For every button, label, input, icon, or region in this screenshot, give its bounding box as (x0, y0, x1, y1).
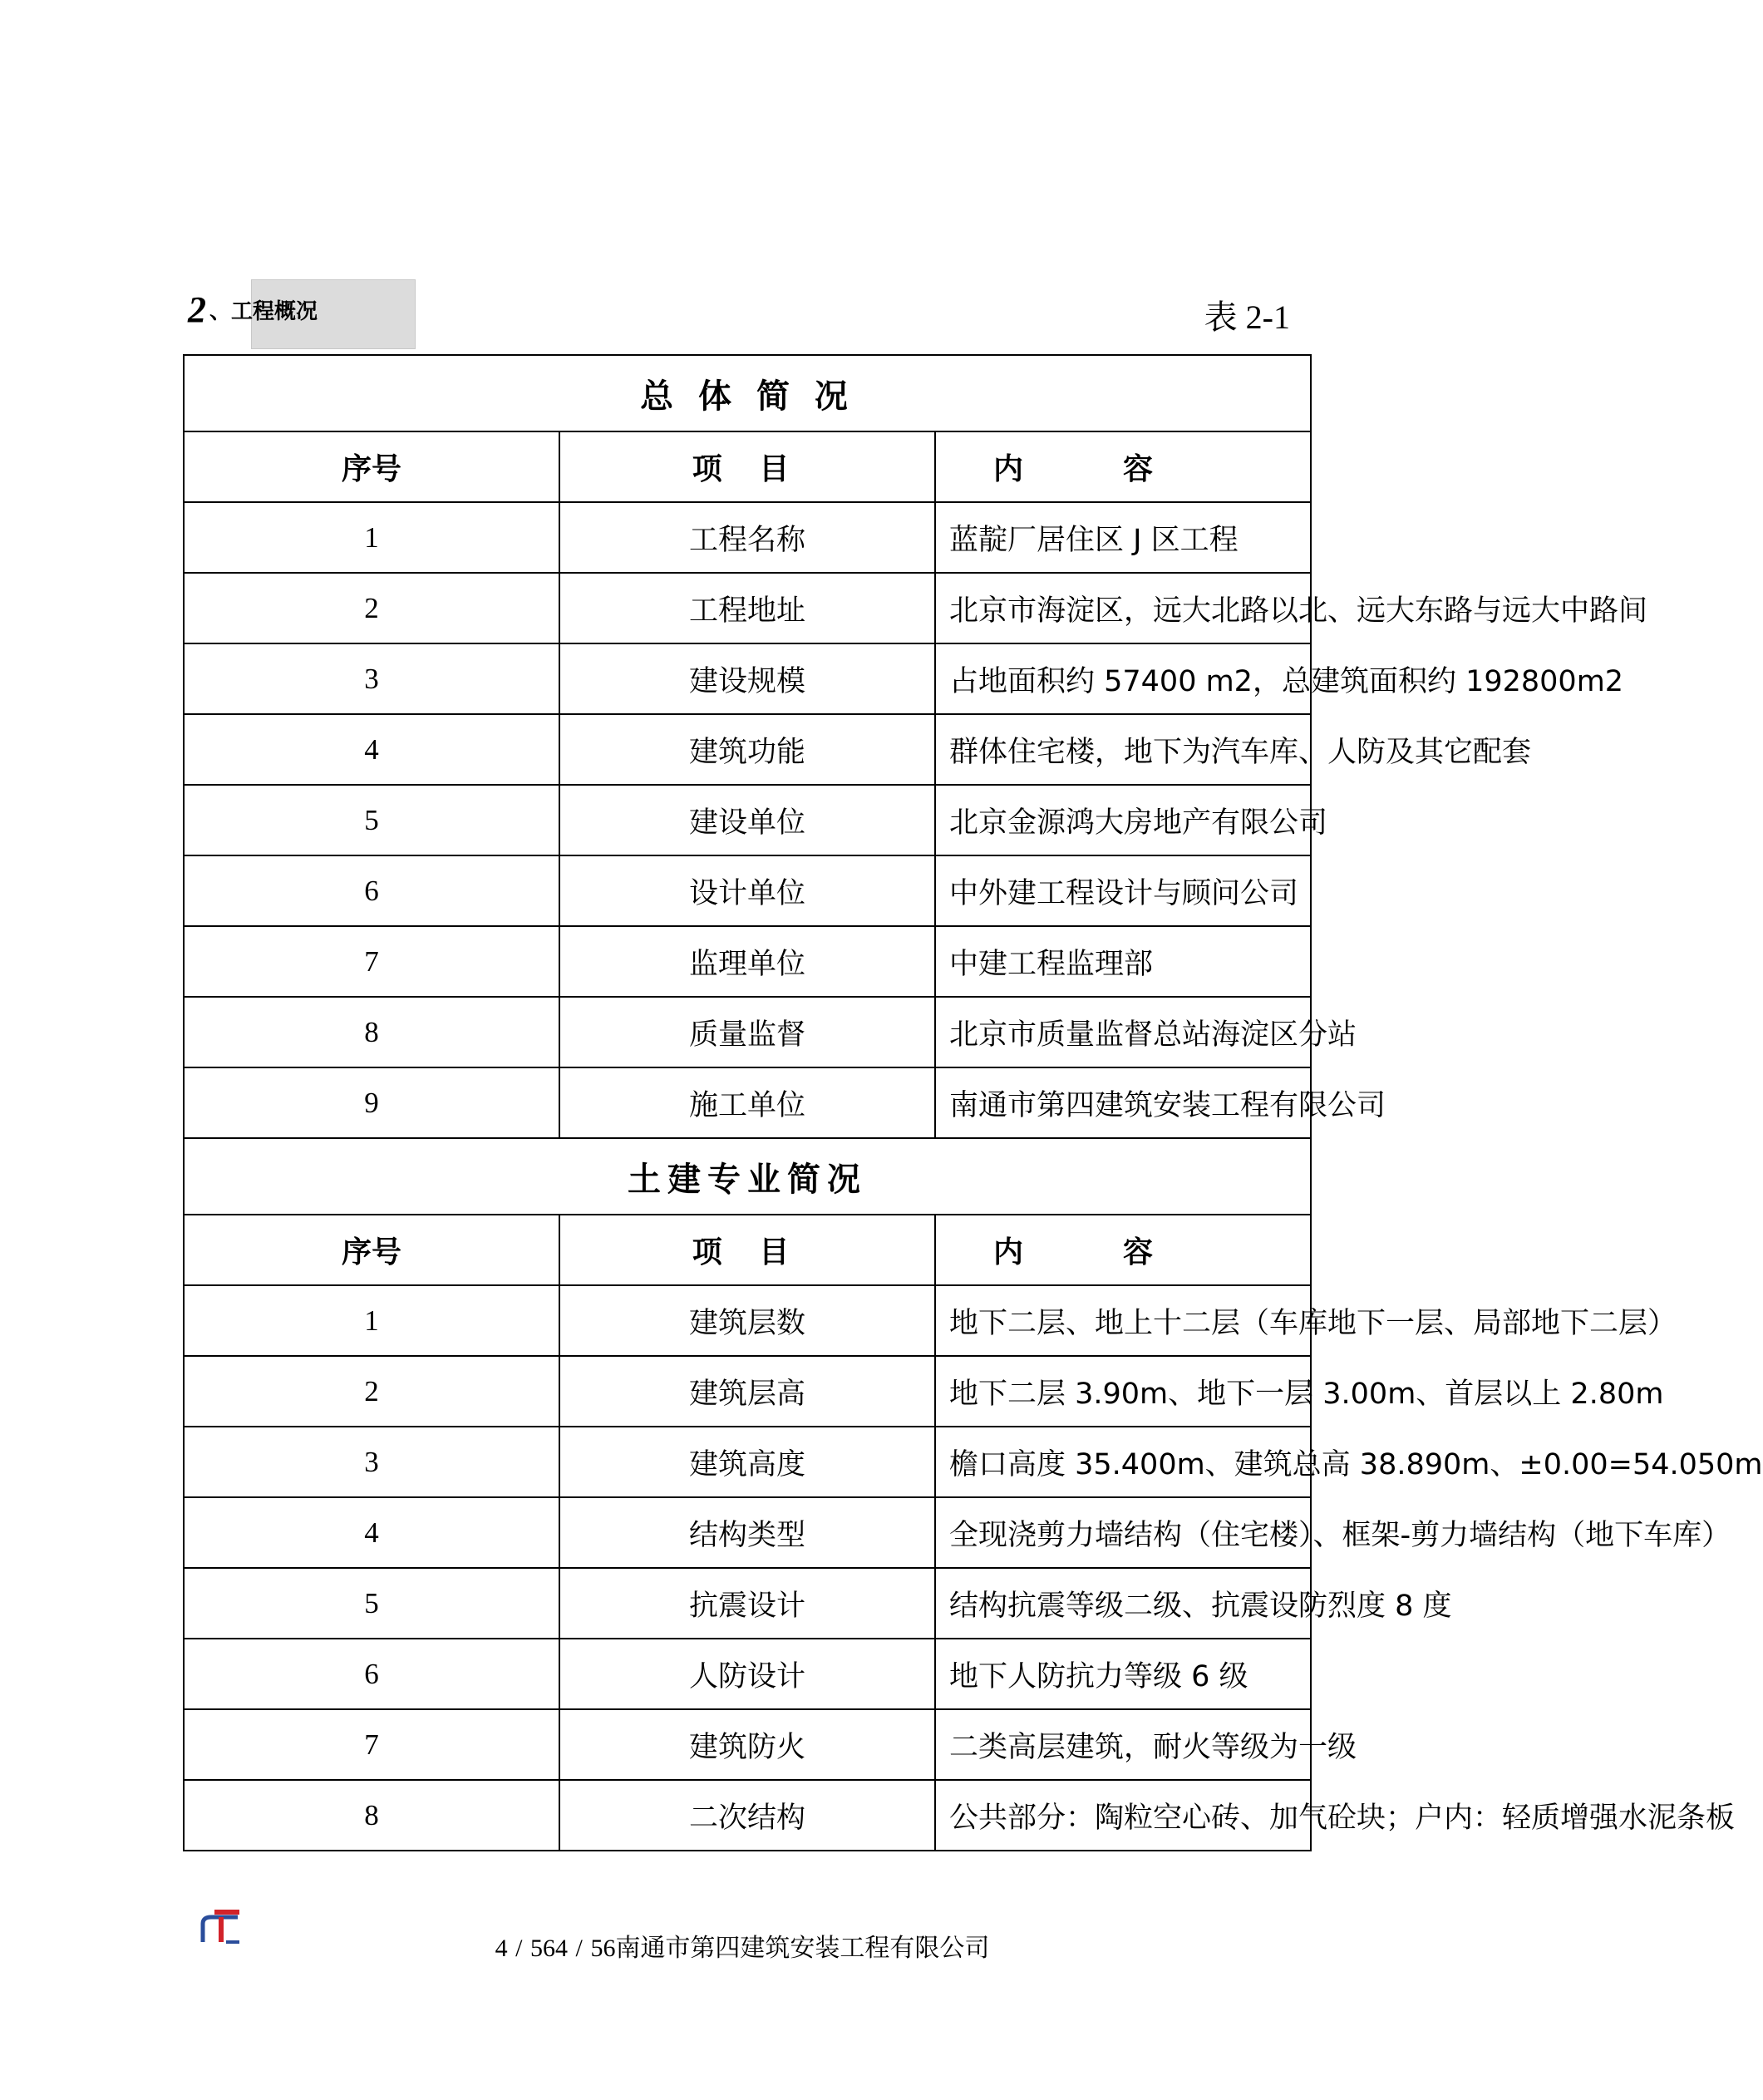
header-content: 内容 (935, 1215, 1311, 1285)
heading-number: 2 (188, 288, 206, 330)
table-row (184, 714, 1311, 785)
row-number: 5 (184, 1568, 559, 1639)
row-number: 8 (184, 997, 559, 1067)
row-number: 2 (184, 573, 559, 643)
section-title: 总 体 简 况 (184, 355, 1311, 431)
table-row (184, 1497, 1311, 1568)
table-row (184, 643, 1311, 714)
table-row (184, 1780, 1311, 1851)
row-item: 质量监督 (559, 997, 935, 1067)
footer-company: 南通市第四建筑安装工程有限公司 (615, 1934, 990, 1963)
table-row (184, 1709, 1311, 1780)
row-number: 5 (184, 785, 559, 855)
table-row (184, 926, 1311, 997)
footer-tail-number: 56 (590, 1935, 616, 1962)
footer-page-number: 4 (495, 1935, 508, 1962)
row-content: 南通市第四建筑安装工程有限公司 (935, 1067, 1311, 1138)
footer-total-pages: 564 (530, 1935, 568, 1962)
table-row (184, 1067, 1311, 1138)
row-content: 檐口高度 35.400m、建筑总高 38.890m、±0.00=54.050m (935, 1427, 1311, 1497)
row-item: 施工单位 (559, 1067, 935, 1138)
header-no: 序号 (184, 431, 559, 502)
row-item: 结构类型 (559, 1497, 935, 1568)
row-item: 建筑防火 (559, 1709, 935, 1780)
section-heading (188, 284, 318, 334)
row-content: 二类高层建筑，耐火等级为一级 (935, 1709, 1311, 1780)
row-number: 4 (184, 1497, 559, 1568)
row-content: 占地面积约 57400 m2，总建筑面积约 192800m2 (935, 643, 1311, 714)
table-row (184, 502, 1311, 573)
table-row (184, 1285, 1311, 1356)
row-item: 建筑高度 (559, 1427, 935, 1497)
page-footer (0, 1927, 1485, 1964)
row-item: 抗震设计 (559, 1568, 935, 1639)
row-content: 中建工程监理部 (935, 926, 1311, 997)
table-row (184, 785, 1311, 855)
row-content: 全现浇剪力墙结构（住宅楼）、框架-剪力墙结构（地下车库） (935, 1497, 1311, 1568)
header-row (184, 1215, 1311, 1285)
section-title: 土建专业简况 (184, 1138, 1311, 1215)
row-number: 8 (184, 1780, 559, 1851)
row-content: 地下二层 3.90m、地下一层 3.00m、首层以上 2.80m (935, 1356, 1311, 1427)
table-row (184, 1568, 1311, 1639)
header-item: 项 目 (559, 1215, 935, 1285)
row-content: 群体住宅楼，地下为汽车库、人防及其它配套 (935, 714, 1311, 785)
row-item: 建筑层高 (559, 1356, 935, 1427)
header-content: 内容 (935, 431, 1311, 502)
row-item: 工程名称 (559, 502, 935, 573)
row-item: 监理单位 (559, 926, 935, 997)
row-item: 建设规模 (559, 643, 935, 714)
section-title-row (184, 355, 1311, 431)
row-item: 设计单位 (559, 855, 935, 926)
row-number: 1 (184, 502, 559, 573)
heading-title: 、工程概况 (209, 298, 318, 324)
row-content: 地下人防抗力等级 6 级 (935, 1639, 1311, 1709)
table-row (184, 1639, 1311, 1709)
row-number: 7 (184, 1709, 559, 1780)
row-item: 建设单位 (559, 785, 935, 855)
table-row (184, 855, 1311, 926)
table-row (184, 1427, 1311, 1497)
row-item: 建筑功能 (559, 714, 935, 785)
row-content: 中外建工程设计与顾问公司 (935, 855, 1311, 926)
row-content: 北京市质量监督总站海淀区分站 (935, 997, 1311, 1067)
row-item: 工程地址 (559, 573, 935, 643)
row-item: 人防设计 (559, 1639, 935, 1709)
table-number: 表 2-1 (1204, 298, 1290, 336)
row-content: 结构抗震等级二级、抗震设防烈度 8 度 (935, 1568, 1311, 1639)
header-no: 序号 (184, 1215, 559, 1285)
row-item: 二次结构 (559, 1780, 935, 1851)
table-row (184, 1356, 1311, 1427)
table-row (184, 573, 1311, 643)
row-number: 3 (184, 643, 559, 714)
row-content: 蓝靛厂居住区 J 区工程 (935, 502, 1311, 573)
footer-separator: / (515, 1935, 523, 1962)
section-title-row (184, 1138, 1311, 1215)
table-row (184, 997, 1311, 1067)
row-number: 4 (184, 714, 559, 785)
header-item: 项 目 (559, 431, 935, 502)
row-content: 北京市海淀区，远大北路以北、远大东路与远大中路间 (935, 573, 1311, 643)
row-number: 1 (184, 1285, 559, 1356)
row-number: 3 (184, 1427, 559, 1497)
row-content: 地下二层、地上十二层（车库地下一层、局部地下二层） (935, 1285, 1311, 1356)
row-number: 7 (184, 926, 559, 997)
row-number: 6 (184, 855, 559, 926)
row-content: 北京金源鸿大房地产有限公司 (935, 785, 1311, 855)
row-content: 公共部分：陶粒空心砖、加气砼块；户内：轻质增强水泥条板 (935, 1780, 1311, 1851)
project-overview-table (183, 354, 1763, 1851)
row-number: 2 (184, 1356, 559, 1427)
row-number: 6 (184, 1639, 559, 1709)
row-item: 建筑层数 (559, 1285, 935, 1356)
row-number: 9 (184, 1067, 559, 1138)
header-row (184, 431, 1311, 502)
footer-separator: / (575, 1935, 583, 1962)
